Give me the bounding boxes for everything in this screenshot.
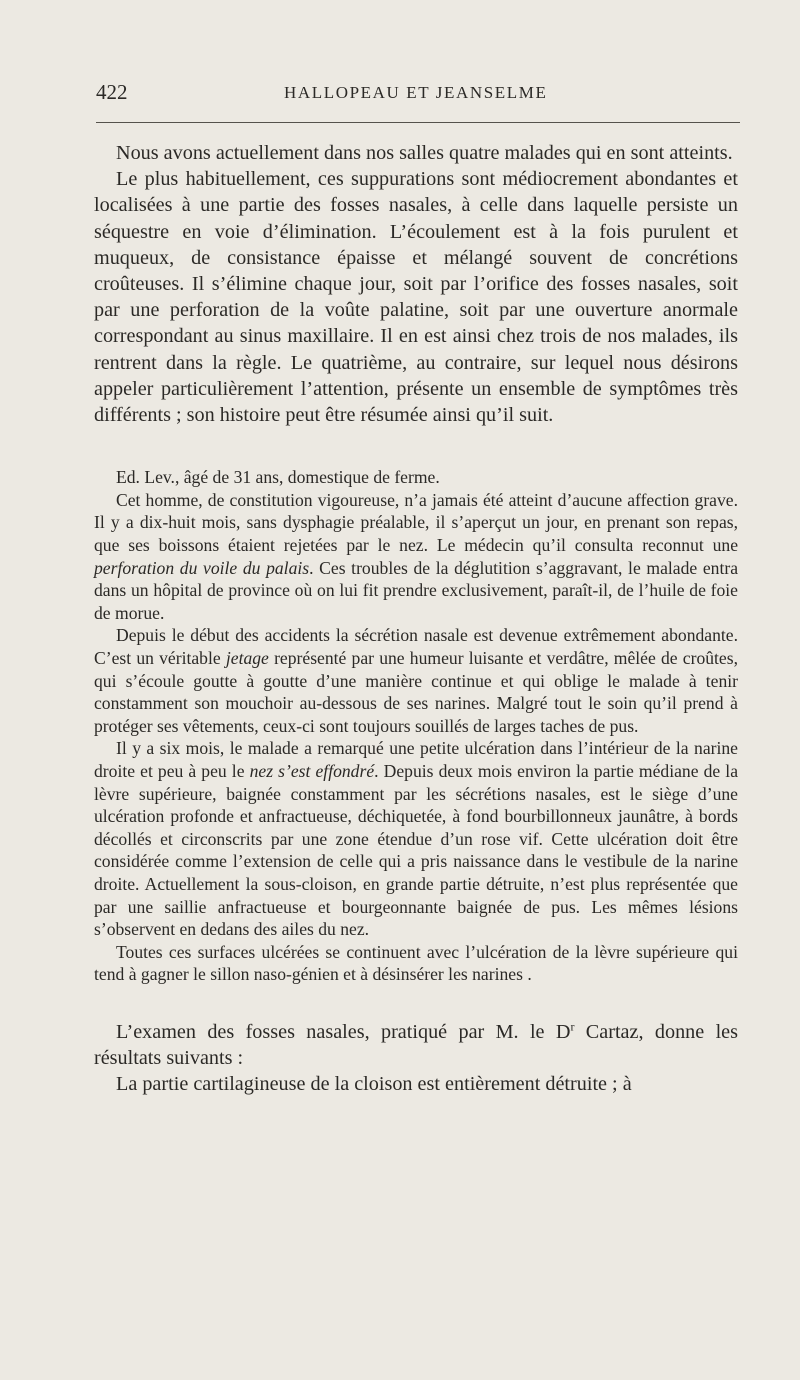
running-head: HALLOPEAU ET JEANSELME <box>284 83 548 102</box>
paragraph: Nous avons actuellement dans nos salles quatre malades qui en sont atteints. <box>116 142 733 164</box>
text-run: représenté par une humeur luisante et verdâtre, mêlée de croûtes, qui s’écoule goutte à goutte d’une manière continue et qui oblige le malade à tenir constamment son mouchoir au-dessous de ses narines. Malgré tout le soin qu’il prend à protéger ses vêtements, ceux-ci sont toujours souillés de larges taches de pus. <box>94 647 738 736</box>
case-paragraph <box>94 624 738 737</box>
page-header <box>96 80 740 110</box>
case-paragraph <box>94 489 738 625</box>
page-number: 422 <box>96 80 128 104</box>
header-rule <box>96 122 740 123</box>
paragraph: Le plus habituellement, ces suppurations sont médiocrement abondantes et localisées à une partie des fosses nasales, à celle dans laquelle persiste un séquestre en voie d’élimination. L’écoulement est à la fois purulent et muqueux, de consistance épaisse et mélangé souvent de concrétions croûteuses. Il s’élimine chaque jour, soit par l’orifice des fosses nasales, soit par une perforation de la voûte palatine, soit par une ouverture anormale correspondant au sinus maxillaire. Il en est ainsi chez trois de nos malades, ils rentrent dans la règle. Le quatrième, au contraire, sur lequel nous désirons appeler particulièrement l’attention, présente un ensemble de symptômes très différents ; son histoire peut être résumée ainsi qu’il suit. <box>94 168 738 427</box>
text-run: . Depuis deux mois environ la partie médiane de la lèvre supérieure, baignée constamment par les sécrétions nasales, est le siège d’une ulcération profonde et anfractueuse, déchiquetée, à fond bourbillonneux jaunâtre, à bords décollés et circonscrits par une zone étendue d’un rose vif. Cette ulcération doit être considérée comme l’extension de celle qui a pris naissance dans le vestibule de la narine droite. Actuellement la sous-cloison, en grande partie détruite, n’est plus représentée que par une saillie anfractueuse et bourgeonnante baignée de pus. Les mêmes lésions s’observent en dedans des ailes du nez. <box>94 760 739 940</box>
italic-term: nez s’est effondré <box>249 760 375 781</box>
page-body <box>94 140 738 1098</box>
text-run: L’examen des fosses nasales, pratiqué par M. le D <box>116 1020 571 1043</box>
text-run: Depuis le début des accidents la sécrétion nasale est devenue extrêmement abondante. C’est un véritable <box>94 625 738 668</box>
superscript: r <box>570 1019 575 1034</box>
paragraph <box>94 1019 738 1071</box>
case-report <box>94 466 738 986</box>
text-run: Cet homme, de constitution vigoureuse, n’a jamais été atteint d’aucune affection grave. Il y a dix-huit mois, sans dysphagie préalable, il s’aperçut un jour, en prenant son repas, que ses boissons étaient rejetées par le nez. Le médecin qu’il consulta reconnut une <box>94 489 738 556</box>
main-text <box>94 140 738 428</box>
case-paragraph: Toutes ces surfaces ulcérées se continuent avec l’ulcération de la lèvre supérieure qui tend à gagner le sillon naso-génien et à désinsérer les narines . <box>94 941 738 985</box>
case-intro: Ed. Lev., âgé de 31 ans, domestique de ferme. <box>116 467 440 488</box>
case-paragraph <box>94 737 738 940</box>
text-run: . Ces troubles de la déglutition s’aggravant, le malade entra dans un hôpital de province où on lui fit prendre exclusivement, paraît-il, de l’huile de foie de morue. <box>94 557 738 623</box>
italic-term: perforation du voile du palais <box>94 557 310 578</box>
paragraph: La partie cartilagineuse de la cloison est entièrement détruite ; à <box>116 1073 632 1096</box>
italic-term: jetage <box>225 647 269 668</box>
examination-text <box>94 1019 738 1098</box>
text-run: Cartaz, donne les résultats suivants : <box>94 1020 738 1070</box>
text-run: Il y a six mois, le malade a remarqué une petite ulcération dans l’intérieur de la narine droite et peu à peu le <box>94 738 738 781</box>
